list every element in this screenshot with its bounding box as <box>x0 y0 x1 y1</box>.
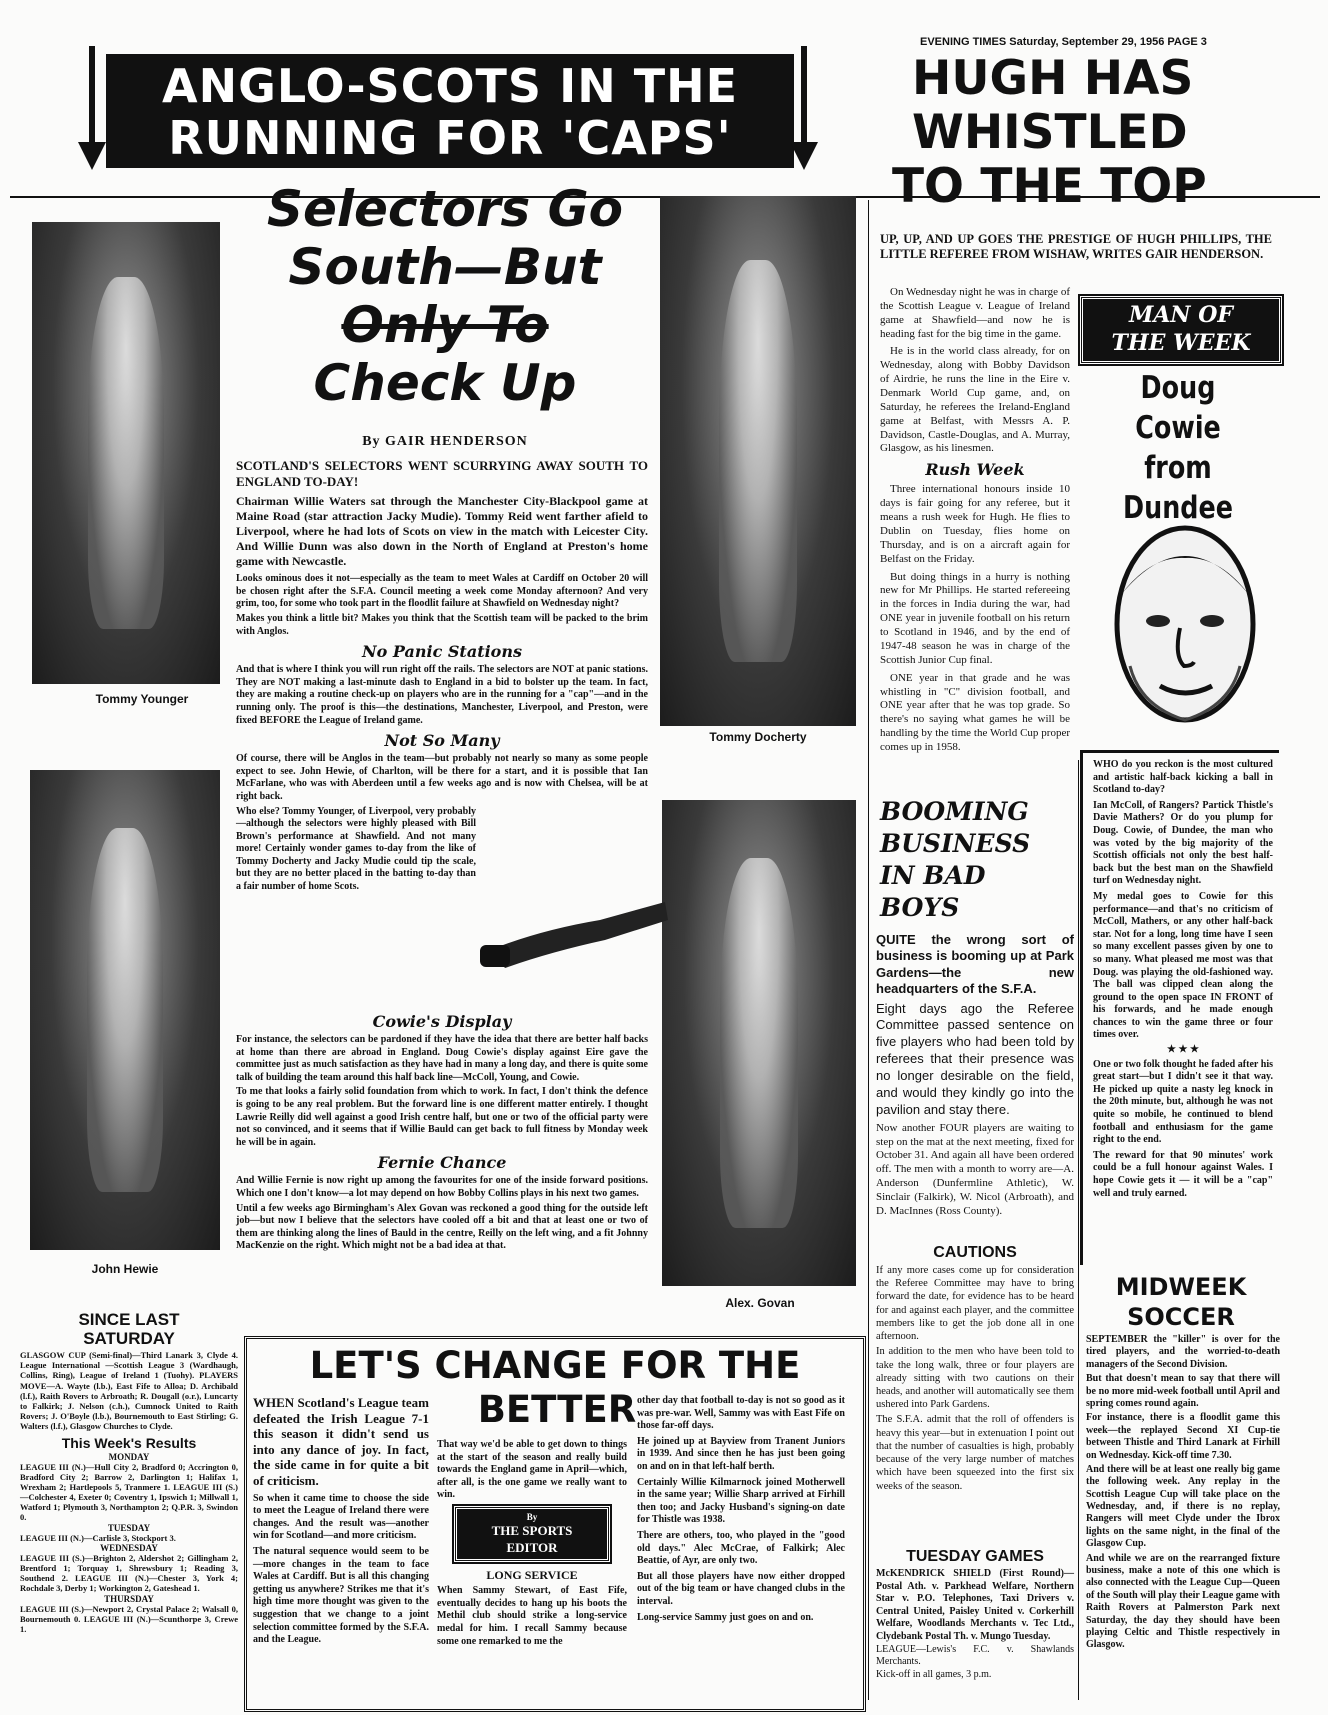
man-name-line: Dundee <box>1123 490 1233 526</box>
results-text: LEAGUE III (S.)—Brighton 2, Aldershot 2; Gillingham 2, Brentford 1; Torquay 1, Shrewsbury 1; Reading 3, Southend 2. LEAGUE III (N.)—Chester 3, York 4; Rochdale 3, Derby 1; Workington 2, Gateshead 1. <box>20 1552 238 1594</box>
selectors-p4: And that is where I think you will run right off the rails. The selectors are NOT at panic stations. They are NOT making a last-minute dash to England in a bid to bolster up the team. In fact, they are making a routine check-up on players who are in the running for a "cap"—and in the running only. The proof is this—the destinations, Manchester, Liverpool, and Preston, were fixed BEFORE the League of Ireland game. <box>236 664 648 726</box>
change-c2-top: That way we'd be able to get down to things at the start of the season and really build towards the England game in April—which, after all, is the one game we really want to win. <box>437 1439 627 1501</box>
change-c3f: Long-service Sammy just goes on and on. <box>637 1611 814 1623</box>
change-c1: WHEN Scotland's League team defeated the Irish League 7-1 this season it didn't send us into any dance of joy. In fact, the side came in for quite a bit of criticism. <box>253 1395 429 1488</box>
results-day: TUESDAY <box>107 1522 151 1533</box>
hugh-p5: ONE year in that grade and he was whistling in "C" division football, and ONE year after that he was top grade. So there's no saying what games he will be handling by the time the World Cup proper comes up in 1958. <box>880 671 1070 753</box>
down-arrow-icon <box>78 46 106 172</box>
midweek-headline <box>1086 1272 1276 1332</box>
boom-body-lower <box>876 1244 1074 1493</box>
tuesday-text2: LEAGUE—Lewis's F.C. v. Shawlands Merchants. <box>876 1643 1074 1668</box>
selectors-body <box>236 458 648 894</box>
man-name-line: Doug Cowie <box>1135 370 1221 446</box>
selectors-body-lower <box>236 1008 648 1253</box>
caption-john-hewie: John Hewie <box>91 1262 159 1276</box>
tuesday-games <box>876 1548 1074 1681</box>
subhead-not-so-many: Not So Many <box>384 731 500 751</box>
midweek-p4: And there will be at least one really big game the following week. Any replay in the Scottish League Cup will take place on the Wednesday, and, if there is no replay, Rangers will meet Clyde under the Ibrox lights on the same night, in the final of the Glasgow Cup. <box>1086 1463 1280 1550</box>
results-text: LEAGUE III (S.)—Newport 2, Crystal Palace 2; Walsall 0, Bournemouth 0. LEAGUE III (N.)—Scunthorpe 3, Crewe 1. <box>20 1603 238 1634</box>
selectors-p3: Makes you think a little bit? Makes you think that the Scottish team will be packed to the brim with Anglos. <box>236 612 648 637</box>
hugh-body <box>880 286 1070 759</box>
selectors-headline-line: Only To <box>341 296 549 354</box>
anglo-banner <box>38 46 868 172</box>
tuesday-text: McKENDRICK SHIELD (First Round)—Postal Ath. v. Parkhead Welfare, Northern Star v. P.O. Telephones, Taxi Drivers v. Central United, Paisley United v. Corkerhill Welfare, Woodlands Merchants v. Tec Ltd., Clydebank Postal Th. v. Mungo Tuesday. <box>876 1568 1074 1642</box>
boom-headline-line: BOOMING <box>880 797 1029 826</box>
boom-p3: If any more cases come up for consideration the Referee Committee may have to bring forward the date, for evidence has to be heard for and against each player, and the committee members like to get the job done all in one afternoon. <box>876 1265 1074 1343</box>
caption-alex-govan: Alex. Govan <box>725 1296 795 1310</box>
man-title-line: THE WEEK <box>1111 330 1251 356</box>
man-p2: Ian McColl, of Rangers? Partick Thistle's Davie Mathers? Or do you plump for Doug. Cowie, of Dundee, the man who was voted by the big majority of the Scottish officials not only the best half-back but the best man on the Shawfield turf on Wednesday night. <box>1093 799 1273 887</box>
selectors-p9: And Willie Fernie is now right up among the favourites for one of the inside forward positions. Which one I don't know—a lot may depend on how Bobby Collins plays in his next two games. <box>236 1175 648 1199</box>
selectors-headline-line: Check Up <box>313 354 577 412</box>
boom-p2: Now another FOUR players are waiting to step on the mat at the next meeting, fixed for October 31. And again all have been ordered off. The men with a month to worry are—A. Anderson (Dunfermline Athletic), W. Sinclair (Falkirk), W. Nicol (Arbroath), and D. MacInnes (Ross County). <box>876 1121 1074 1217</box>
anglo-headline-line1: ANGLO-SCOTS IN THE <box>161 59 739 113</box>
midweek-title-line: SOCCER <box>1127 1303 1235 1331</box>
subhead-cowies-display: Cowie's Display <box>372 1012 512 1031</box>
hugh-lead: UP, UP, AND UP GOES THE PRESTIGE OF HUGH PHILLIPS, THE LITTLE REFEREE FROM WISHAW, WRITES GAIR HENDERSON. <box>880 232 1272 262</box>
column-rule <box>1078 760 1079 1700</box>
hugh-p4: But doing things in a hurry is nothing new for Mr Phillips. He started refereeing in the forces in India during the war, had ONE year in juvenile football on his return to Scotland in 1946, and by the end of 1947-48 season he was in charge of the Scottish Junior Cup final. <box>880 570 1070 666</box>
selectors-p7: For instance, the selectors can be pardoned if they have the idea that there are better half backs at home than there are abroad in England. Doug Cowie's display against Eire gave the committee just as much satisfaction as they have had in many a long day, and there is quite some talk of building the team around this half back line—McColl, Young, and Cowie. <box>236 1034 648 1083</box>
change-c1c: The natural sequence would seem to be—more changes in the team to face Wales at Cardiff. But is all this changing getting us anywhere? Strikes me that it's high time more thought was given to the suggestion that we change to a joint selection committee formed by the S.F.A. and the League. <box>253 1545 429 1646</box>
sports-editor-badge <box>454 1506 610 1562</box>
change-c1b: So when it came time to choose the side to meet the League of Ireland there were changes. And the result was—another win for Scotland—and more criticism. <box>253 1492 429 1542</box>
selectors-p2: Looks ominous does it not—especially as the team to meet Wales at Cardiff on October 20 will be chosen right after the S.F.A. Council meeting a week come Monday afternoon? And very grim, too, for some who took part in the floodlit failure at Shawfield on Wednesday night? <box>236 573 648 610</box>
boom-headline-line: BUSINESS <box>880 829 1031 858</box>
tuesday-title: TUESDAY GAMES <box>906 1548 1044 1565</box>
man-p5: The reward for that 90 minutes' work could be a full honour against Wales. I hope Cowie gets it — it will be a "cap" well and truly earned. <box>1093 1149 1273 1199</box>
change-c3d: There are others, too, who played in the "good old days." Alec McCrae, of Falkirk; Alec Beattie, of Ayr, are only two. <box>637 1529 845 1567</box>
photo-john-hewie <box>30 770 220 1250</box>
photo-tommy-younger <box>32 222 220 684</box>
midweek-title-line: MIDWEEK <box>1115 1273 1247 1301</box>
caption-tommy-younger: Tommy Younger <box>95 692 189 706</box>
boom-headline-line: BOYS <box>880 893 960 922</box>
hugh-headline <box>880 52 1280 214</box>
change-col1 <box>253 1395 429 1647</box>
boom-lead: QUITE the wrong sort of business is booming up at Park Gardens—the new headquarters of the S.F.A. <box>876 932 1074 997</box>
change-c3e: But all those players have now either dropped out of the big team or have changed clubs in the interval. <box>637 1570 845 1607</box>
masthead: EVENING TIMES Saturday, September 29, 1956 PAGE 3 <box>920 36 1207 48</box>
man-p4: One or two folk thought he faded after his great start—but I didn't see it that way. He picked up quite a nasty leg knock in the 20th minute, but, although he was not quite so mobile, he continued to blend football and enthusiasm for the game right to the end. <box>1093 1058 1273 1146</box>
anglo-headline-line2: RUNNING FOR 'CAPS' <box>168 111 732 165</box>
midweek-body <box>1086 1334 1280 1652</box>
man-p3: My medal goes to Cowie for this performance—and that's no criticism of McColl, Mathers, or any other half-back star. Not for a long, long time have I seen so many excellent passes given by one to so many. What pleased me most was that Doug. was playing the old-fashioned way. The ball was clipped clean along the ground to the open space IN FRONT of his forwards, and he made enough chances to win the game three or four times over. <box>1093 890 1273 1041</box>
selectors-headline-line: South—But <box>288 238 602 296</box>
change-c3c: Certainly Willie Kilmarnock joined Motherwell in the same year; Willie Sharp arrived at Firhill then too; and Jacky Husband's signing-on date for Thistle was 1938. <box>637 1476 845 1526</box>
tuesday-text3: Kick-off in all games, 3 p.m. <box>876 1668 992 1680</box>
hugh-headline-line: WHISTLED <box>912 105 1188 160</box>
results-day: MONDAY <box>108 1451 150 1462</box>
hugh-headline-line: TO THE TOP <box>892 159 1207 214</box>
selectors-p1: Chairman Willie Waters sat through the Manchester City-Blackpool game at Maine Road (star attraction Jacky Mudie). Tommy Reid went farther afield to Liverpool, where he had lots of Scots on view in the match with Leicester City. And Willie Dunn was also down in the North of England at Preston's home game with Newcastle. <box>236 494 648 569</box>
column-rule <box>868 200 869 1700</box>
man-of-week-banner <box>1080 296 1282 364</box>
results-day: THURSDAY <box>104 1593 154 1604</box>
change-col2 <box>437 1439 627 1648</box>
photo-tommy-docherty <box>660 196 856 726</box>
boom-p1: Eight days ago the Referee Committee passed sentence on five players who had been told by referees that their presence was no longer desirable on the field, and would they kindly go into the pavilion and stay there. <box>876 1000 1074 1117</box>
selectors-p8: To me that looks a fairly solid foundation from which to work. In fact, I don't think the defence is going to be any real problem. But the forward line is one different matter entirely. I thought Lawrie Reilly did well against a good Irish centre half, but one or two of the official party were not so convinced, and it seems that if Willie Bauld can get back to full fitness by Monday week he will be in again. <box>236 1086 648 1148</box>
since-last-saturday <box>20 1310 238 1634</box>
man-name <box>1098 368 1259 528</box>
boom-body <box>876 932 1074 1219</box>
down-arrow-icon <box>790 46 818 172</box>
doug-cowie-portrait <box>1100 516 1270 736</box>
subhead-cautions: CAUTIONS <box>933 1244 1017 1261</box>
results-title: This Week's Results <box>61 1434 197 1451</box>
results-text: LEAGUE III (N.)—Carlisle 3, Stockport 3. <box>20 1532 176 1543</box>
hugh-p2: He is in the world class already, for on Wednesday, along with Bobby Davidson of Airdrie, he runs the line in the Eire v. Denmark World Cup game, and, on Saturday, he referees the Ireland-England game at Belfast, with Messrs A. P. Davidson, Castle-Douglas, and A. Murray, Glasgow, as his linesmen. <box>880 345 1070 455</box>
change-col3 <box>637 1395 845 1624</box>
change-headline-line1: LET'S CHANGE FOR THE <box>309 1344 801 1387</box>
badge-by: By <box>526 1511 538 1522</box>
selectors-headline <box>250 180 640 412</box>
subhead-fernie-chance: Fernie Chance <box>377 1153 507 1173</box>
boom-headline <box>880 796 1070 924</box>
selectors-lead: SCOTLAND'S SELECTORS WENT SCURRYING AWAY SOUTH TO ENGLAND TO-DAY! <box>236 458 648 489</box>
boom-p4: In addition to the men who have been told to take the long walk, three or four players are already sitting with two cautions on their heads, and another will automatically see them ushered into Park Gardens. <box>876 1346 1074 1411</box>
subhead-rush-week: Rush Week <box>925 460 1025 480</box>
kicking-leg-icon <box>480 890 670 970</box>
since-title-line2: SATURDAY <box>83 1329 175 1348</box>
man-name-line: from <box>1144 450 1212 486</box>
long-service-sub: LONG SERVICE <box>486 1568 578 1583</box>
boom-headline-line: IN BAD <box>880 861 986 890</box>
change-c3: other day that football to-day is not so good as it was pre-war. Well, Sammy was with East Fife on those far-off days. <box>637 1395 845 1432</box>
hugh-p3: Three international honours inside 10 days is fair going for any referee, but it means a rush week for Hugh. He flies to Dublin on Tuesday, flies home on Thursday, and is on a aircraft again for Belfast on the Friday. <box>880 483 1070 565</box>
results-day: WEDNESDAY <box>100 1542 158 1553</box>
midweek-p1: SEPTEMBER the "killer" is over for the tired players, and the worried-to-death managers of the Second Division. <box>1086 1334 1280 1370</box>
man-stars: ★ ★ ★ <box>1167 1044 1199 1056</box>
results-text: LEAGUE III (N.)—Hull City 2, Bradford 0; Accrington 0, Bradford City 2; Barrow 2, Darlington 1; Halifax 1, Wrexham 2; Hartlepools 5, Tranmere 1. LEAGUE III (S.)—Colchester 4, Exeter 0; Coventry 1, Ipswich 1; Millwall 1, Watford 1; Plymouth 3, Northampton 2; Q.P.R. 3, Swindon 0. <box>20 1461 238 1523</box>
change-c2b: When Sammy Stewart, of East Fife, eventually decides to hang up his boots the Methil club should strike a long-service medal for him. I recall Sammy because some one remarked to me the <box>437 1585 627 1647</box>
selectors-p5: Of course, there will be Anglos in the team—but probably not nearly so many as some people expect to see. John Hewie, of Charlton, will be there for a start, and it is possible that Ian McFarlane, who was with Aberdeen until a few weeks ago and is now with Chelsea, will be at right back. <box>236 753 648 802</box>
selectors-p6: Who else? Tommy Younger, of Liverpool, very probably—although the selectors were highly pleased with Bill Brown's performance at Shawfield. And not many more! Certainly wonder games to-day from the like of Tommy Docherty and Jacky Mudie could tip the scale, but they are no better placed in the batting to-day than a fair number of home Scots. <box>236 805 476 893</box>
midweek-p5: And while we are on the rearranged fixture business, make a note of this one which is also connected with the League Cup—Queen of the South will play their League game with Raith Rovers at Palmerston Park next Saturday, the day they should have been playing Celtic and Thistle respectively in Glasgow. <box>1086 1552 1280 1651</box>
since-text: GLASGOW CUP (Semi-final)—Third Lanark 3, Clyde 4. League International —Scottish League 3 (Wardhaugh, Collins, Ring), League of Ireland 1 (Tuohy). PLAYERS MOVE—A. Wayte (l.b.), East Fife to Alloa; D. Archibald (l.f.), Raith Rovers to Arbroath; R. Dougall (o.r.), Luncarty to Falkirk; J. Nelson (c.h.), Cumnock United to Raith Rovers; J. O'Boyle (l.b.), Bournemouth to East Stirling; G. Walters (l.f.), Glasgow Churches to Clyde. <box>20 1350 238 1432</box>
midweek-p3: For instance, there is a floodlit game this week—the replayed Second XI Cup-tie between Thistle and Third Lanark at Firhill on Wednesday. Kick-off time 7.30. <box>1086 1412 1280 1461</box>
midweek-p2: But that doesn't mean to say that there will be no more mid-week football until April and spring comes round again. <box>1086 1373 1280 1409</box>
selectors-headline-line: Selectors Go <box>266 180 624 238</box>
change-c3b: He joined up at Bayview from Tranent Juniors in 1939. And since then he has just been going on and on in that left-half berth. <box>637 1435 845 1472</box>
hugh-p1: On Wednesday night he was in charge of the Scottish League v. League of Ireland game at Shawfield—and now he is heading fast for the big time in the game. <box>880 286 1070 340</box>
man-title-line: MAN OF <box>1129 302 1233 328</box>
lets-change-box <box>244 1336 866 1712</box>
hugh-headline-line: HUGH HAS <box>912 51 1194 106</box>
subhead-no-panic: No Panic Stations <box>362 642 522 662</box>
man-p1: WHO do you reckon is the most cultured and artistic half-back kicking a ball in Scotland to-day? <box>1093 759 1273 796</box>
boom-p5: The S.F.A. admit that the roll of offenders is heavy this year—but in extenuation I point out that the number of casualties is high, probably because of the very large number of matches which have been squeezed into the first six weeks of the season. <box>876 1414 1074 1492</box>
man-article <box>1080 750 1279 1265</box>
selectors-byline: By GAIR HENDERSON <box>362 434 528 449</box>
caption-tommy-docherty: Tommy Docherty <box>709 730 807 744</box>
change-headline-line2: BETTER <box>477 1388 637 1431</box>
selectors-p10: Until a few weeks ago Birmingham's Alex Govan was reckoned a good thing for the outside left job—but now I believe that the selectors have cooled off a bit and that at least one or two of them are thinking along the lines of Bauld in the centre, Reilly on the left wing, and a fit Johnny MacKenzie on the right. Which might not be a bad idea at that. <box>236 1202 648 1252</box>
badge-line: THE SPORTS <box>491 1523 573 1539</box>
since-title-line1: SINCE LAST <box>78 1310 180 1329</box>
badge-line: EDITOR <box>506 1539 558 1555</box>
photo-alex-govan <box>662 800 856 1286</box>
